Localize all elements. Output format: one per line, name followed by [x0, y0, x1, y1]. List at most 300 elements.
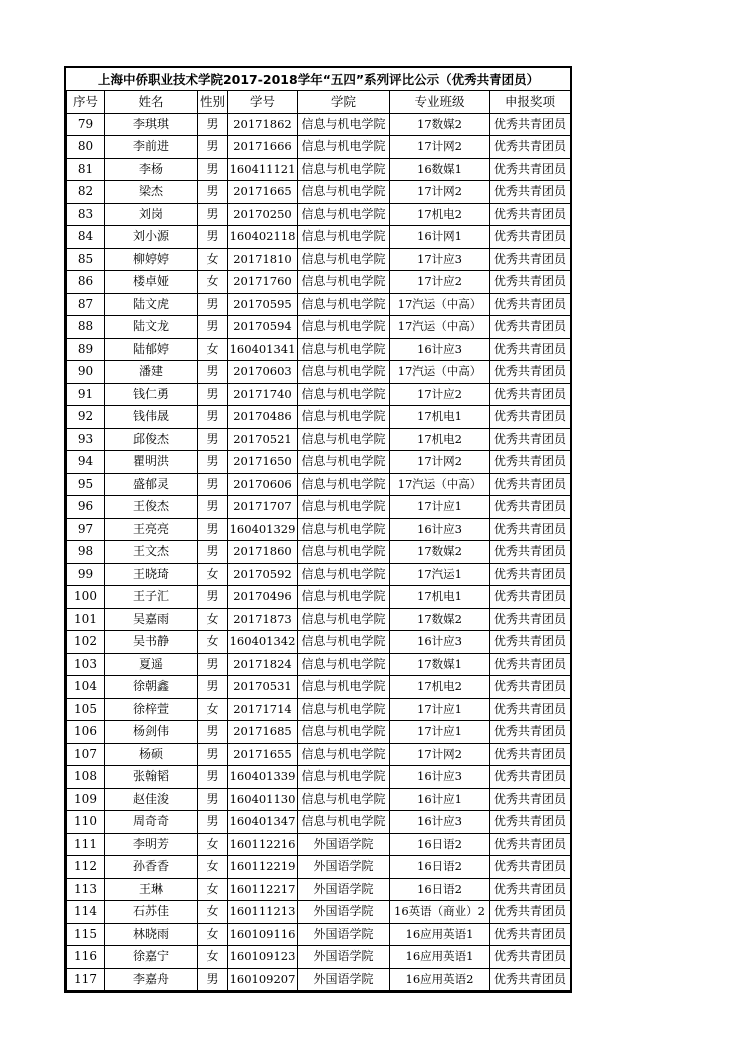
- cell-no: 110: [67, 811, 105, 834]
- cell-award: 优秀共青团员: [490, 181, 571, 204]
- award-list-sheet: [64, 66, 572, 993]
- cell-class: 16英语（商业）2: [390, 901, 490, 924]
- cell-sex: 女: [198, 946, 228, 969]
- cell-award: 优秀共青团员: [490, 586, 571, 609]
- cell-student-id: 160401339: [228, 766, 298, 789]
- header-college: 学院: [298, 91, 390, 114]
- cell-sex: 男: [198, 113, 228, 136]
- cell-college: 信息与机电学院: [298, 676, 390, 699]
- table-row: [67, 293, 571, 316]
- cell-name: 瞿明洪: [105, 451, 198, 474]
- cell-student-id: 20171760: [228, 271, 298, 294]
- cell-name: 孙香香: [105, 856, 198, 879]
- cell-award: 优秀共青团员: [490, 293, 571, 316]
- cell-class: 17计应2: [390, 271, 490, 294]
- cell-award: 优秀共青团员: [490, 608, 571, 631]
- cell-sex: 男: [198, 136, 228, 159]
- cell-sex: 男: [198, 586, 228, 609]
- cell-award: 优秀共青团员: [490, 226, 571, 249]
- table-row: [67, 721, 571, 744]
- cell-no: 113: [67, 878, 105, 901]
- cell-college: 信息与机电学院: [298, 518, 390, 541]
- table-row: [67, 676, 571, 699]
- cell-class: 17计应2: [390, 383, 490, 406]
- cell-award: 优秀共青团员: [490, 788, 571, 811]
- cell-sex: 男: [198, 496, 228, 519]
- cell-class: 16日语2: [390, 856, 490, 879]
- table-row: [67, 698, 571, 721]
- cell-college: 外国语学院: [298, 946, 390, 969]
- cell-name: 陆郁婷: [105, 338, 198, 361]
- cell-name: 盛郁灵: [105, 473, 198, 496]
- cell-sex: 男: [198, 653, 228, 676]
- cell-name: 徐嘉宁: [105, 946, 198, 969]
- cell-college: 信息与机电学院: [298, 811, 390, 834]
- cell-student-id: 160109123: [228, 946, 298, 969]
- cell-no: 90: [67, 361, 105, 384]
- table-body: [67, 113, 571, 991]
- cell-no: 81: [67, 158, 105, 181]
- cell-college: 信息与机电学院: [298, 113, 390, 136]
- cell-college: 信息与机电学院: [298, 788, 390, 811]
- cell-class: 17计应1: [390, 698, 490, 721]
- table-row: [67, 833, 571, 856]
- cell-no: 105: [67, 698, 105, 721]
- cell-award: 优秀共青团员: [490, 856, 571, 879]
- cell-award: 优秀共青团员: [490, 158, 571, 181]
- table-row: [67, 203, 571, 226]
- cell-name: 王琳: [105, 878, 198, 901]
- cell-student-id: 20170521: [228, 428, 298, 451]
- table-row: [67, 383, 571, 406]
- cell-student-id: 20171666: [228, 136, 298, 159]
- cell-no: 106: [67, 721, 105, 744]
- cell-class: 17数媒2: [390, 608, 490, 631]
- cell-award: 优秀共青团员: [490, 473, 571, 496]
- cell-no: 107: [67, 743, 105, 766]
- cell-student-id: 20171860: [228, 541, 298, 564]
- cell-college: 信息与机电学院: [298, 451, 390, 474]
- cell-college: 信息与机电学院: [298, 428, 390, 451]
- cell-no: 103: [67, 653, 105, 676]
- cell-award: 优秀共青团员: [490, 113, 571, 136]
- cell-name: 李杨: [105, 158, 198, 181]
- cell-no: 80: [67, 136, 105, 159]
- cell-sex: 女: [198, 608, 228, 631]
- cell-name: 王俊杰: [105, 496, 198, 519]
- header-class: 专业班级: [390, 91, 490, 114]
- cell-class: 17数媒2: [390, 541, 490, 564]
- cell-award: 优秀共青团员: [490, 743, 571, 766]
- cell-no: 86: [67, 271, 105, 294]
- cell-sex: 男: [198, 743, 228, 766]
- cell-class: 17计网2: [390, 743, 490, 766]
- cell-class: 17汽运（中高）: [390, 361, 490, 384]
- cell-no: 104: [67, 676, 105, 699]
- cell-class: 16应用英语1: [390, 946, 490, 969]
- cell-class: 17机电2: [390, 676, 490, 699]
- cell-class: 17汽运（中高）: [390, 473, 490, 496]
- cell-college: 信息与机电学院: [298, 316, 390, 339]
- cell-class: 16计应1: [390, 788, 490, 811]
- cell-name: 张翰韬: [105, 766, 198, 789]
- cell-college: 信息与机电学院: [298, 248, 390, 271]
- table-row: [67, 428, 571, 451]
- cell-class: 17计网2: [390, 136, 490, 159]
- cell-college: 信息与机电学院: [298, 361, 390, 384]
- cell-student-id: 20170531: [228, 676, 298, 699]
- cell-award: 优秀共青团员: [490, 271, 571, 294]
- cell-sex: 女: [198, 248, 228, 271]
- cell-name: 徐朝鑫: [105, 676, 198, 699]
- cell-class: 16计应3: [390, 338, 490, 361]
- cell-name: 杨剑伟: [105, 721, 198, 744]
- table-row: [67, 788, 571, 811]
- cell-sex: 男: [198, 518, 228, 541]
- cell-no: 99: [67, 563, 105, 586]
- cell-student-id: 160111213: [228, 901, 298, 924]
- cell-no: 88: [67, 316, 105, 339]
- cell-sex: 男: [198, 473, 228, 496]
- cell-college: 外国语学院: [298, 923, 390, 946]
- cell-class: 17计网2: [390, 181, 490, 204]
- header-row: [67, 91, 571, 114]
- cell-award: 优秀共青团员: [490, 698, 571, 721]
- cell-student-id: 160402118: [228, 226, 298, 249]
- cell-college: 信息与机电学院: [298, 631, 390, 654]
- cell-award: 优秀共青团员: [490, 721, 571, 744]
- cell-student-id: 160112216: [228, 833, 298, 856]
- award-table: [66, 68, 571, 991]
- header-award: 申报奖项: [490, 91, 571, 114]
- cell-name: 楼卓娅: [105, 271, 198, 294]
- cell-name: 钱仁勇: [105, 383, 198, 406]
- cell-no: 84: [67, 226, 105, 249]
- cell-student-id: 20171824: [228, 653, 298, 676]
- table-title: 上海中侨职业技术学院2017-2018学年“五四”系列评比公示（优秀共青团员）: [67, 68, 571, 91]
- cell-sex: 男: [198, 181, 228, 204]
- cell-sex: 男: [198, 766, 228, 789]
- table-row: [67, 271, 571, 294]
- cell-college: 外国语学院: [298, 901, 390, 924]
- table-row: [67, 181, 571, 204]
- cell-student-id: 20171810: [228, 248, 298, 271]
- cell-name: 王晓琦: [105, 563, 198, 586]
- cell-sex: 女: [198, 338, 228, 361]
- cell-name: 夏遥: [105, 653, 198, 676]
- cell-name: 陆文虎: [105, 293, 198, 316]
- cell-student-id: 160401341: [228, 338, 298, 361]
- cell-class: 17计网2: [390, 451, 490, 474]
- cell-no: 79: [67, 113, 105, 136]
- cell-student-id: 20171862: [228, 113, 298, 136]
- cell-sex: 男: [198, 383, 228, 406]
- cell-sex: 女: [198, 901, 228, 924]
- cell-student-id: 20171740: [228, 383, 298, 406]
- cell-award: 优秀共青团员: [490, 541, 571, 564]
- table-row: [67, 878, 571, 901]
- cell-college: 信息与机电学院: [298, 338, 390, 361]
- cell-sex: 女: [198, 833, 228, 856]
- cell-no: 111: [67, 833, 105, 856]
- table-row: [67, 158, 571, 181]
- cell-sex: 女: [198, 271, 228, 294]
- cell-student-id: 20171650: [228, 451, 298, 474]
- cell-award: 优秀共青团员: [490, 496, 571, 519]
- cell-sex: 男: [198, 158, 228, 181]
- cell-class: 16计应3: [390, 766, 490, 789]
- cell-class: 16计应3: [390, 811, 490, 834]
- cell-class: 16数媒1: [390, 158, 490, 181]
- cell-name: 李明芳: [105, 833, 198, 856]
- cell-no: 114: [67, 901, 105, 924]
- cell-award: 优秀共青团员: [490, 203, 571, 226]
- cell-sex: 男: [198, 361, 228, 384]
- cell-no: 83: [67, 203, 105, 226]
- cell-class: 16日语2: [390, 878, 490, 901]
- cell-sex: 男: [198, 406, 228, 429]
- cell-award: 优秀共青团员: [490, 968, 571, 991]
- cell-award: 优秀共青团员: [490, 136, 571, 159]
- cell-class: 17计应3: [390, 248, 490, 271]
- table-row: [67, 406, 571, 429]
- cell-college: 信息与机电学院: [298, 293, 390, 316]
- cell-student-id: 20170606: [228, 473, 298, 496]
- cell-no: 95: [67, 473, 105, 496]
- cell-award: 优秀共青团员: [490, 923, 571, 946]
- cell-college: 信息与机电学院: [298, 271, 390, 294]
- cell-sex: 男: [198, 788, 228, 811]
- cell-student-id: 20170496: [228, 586, 298, 609]
- cell-name: 周奇奇: [105, 811, 198, 834]
- cell-name: 杨硕: [105, 743, 198, 766]
- cell-name: 李嘉舟: [105, 968, 198, 991]
- cell-name: 陆文龙: [105, 316, 198, 339]
- cell-no: 82: [67, 181, 105, 204]
- cell-award: 优秀共青团员: [490, 631, 571, 654]
- cell-student-id: 20170486: [228, 406, 298, 429]
- cell-no: 85: [67, 248, 105, 271]
- cell-no: 116: [67, 946, 105, 969]
- cell-award: 优秀共青团员: [490, 901, 571, 924]
- cell-sex: 男: [198, 428, 228, 451]
- table-row: [67, 631, 571, 654]
- cell-college: 外国语学院: [298, 878, 390, 901]
- table-row: [67, 473, 571, 496]
- cell-no: 101: [67, 608, 105, 631]
- cell-student-id: 160401329: [228, 518, 298, 541]
- cell-college: 信息与机电学院: [298, 158, 390, 181]
- cell-college: 信息与机电学院: [298, 586, 390, 609]
- cell-award: 优秀共青团员: [490, 563, 571, 586]
- cell-name: 徐梓萱: [105, 698, 198, 721]
- cell-class: 16计应3: [390, 518, 490, 541]
- cell-name: 吴嘉雨: [105, 608, 198, 631]
- cell-award: 优秀共青团员: [490, 383, 571, 406]
- table-row: [67, 136, 571, 159]
- cell-student-id: 20170250: [228, 203, 298, 226]
- table-row: [67, 451, 571, 474]
- header-no: 序号: [67, 91, 105, 114]
- cell-college: 信息与机电学院: [298, 698, 390, 721]
- cell-student-id: 160112219: [228, 856, 298, 879]
- cell-class: 17汽运1: [390, 563, 490, 586]
- cell-name: 钱伟晟: [105, 406, 198, 429]
- table-row: [67, 338, 571, 361]
- table-row: [67, 541, 571, 564]
- table-row: [67, 361, 571, 384]
- cell-name: 梁杰: [105, 181, 198, 204]
- cell-no: 94: [67, 451, 105, 474]
- cell-name: 王亮亮: [105, 518, 198, 541]
- table-row: [67, 586, 571, 609]
- cell-award: 优秀共青团员: [490, 338, 571, 361]
- cell-student-id: 160411121: [228, 158, 298, 181]
- cell-no: 92: [67, 406, 105, 429]
- cell-student-id: 20170603: [228, 361, 298, 384]
- cell-class: 16计网1: [390, 226, 490, 249]
- cell-sex: 女: [198, 698, 228, 721]
- cell-award: 优秀共青团员: [490, 878, 571, 901]
- cell-name: 王子汇: [105, 586, 198, 609]
- cell-name: 李前进: [105, 136, 198, 159]
- cell-award: 优秀共青团员: [490, 316, 571, 339]
- cell-award: 优秀共青团员: [490, 946, 571, 969]
- table-row: [67, 946, 571, 969]
- table-row: [67, 518, 571, 541]
- cell-name: 石苏佳: [105, 901, 198, 924]
- cell-name: 赵佳浚: [105, 788, 198, 811]
- cell-college: 信息与机电学院: [298, 496, 390, 519]
- cell-award: 优秀共青团员: [490, 406, 571, 429]
- table-row: [67, 563, 571, 586]
- table-row: [67, 653, 571, 676]
- cell-class: 17数媒2: [390, 113, 490, 136]
- cell-no: 97: [67, 518, 105, 541]
- cell-award: 优秀共青团员: [490, 766, 571, 789]
- cell-no: 115: [67, 923, 105, 946]
- cell-sex: 男: [198, 721, 228, 744]
- table-row: [67, 901, 571, 924]
- cell-student-id: 20171655: [228, 743, 298, 766]
- table-row: [67, 811, 571, 834]
- cell-award: 优秀共青团员: [490, 653, 571, 676]
- cell-no: 108: [67, 766, 105, 789]
- table-row: [67, 743, 571, 766]
- cell-class: 17机电2: [390, 428, 490, 451]
- cell-college: 信息与机电学院: [298, 608, 390, 631]
- cell-sex: 男: [198, 293, 228, 316]
- cell-college: 信息与机电学院: [298, 181, 390, 204]
- cell-no: 91: [67, 383, 105, 406]
- table-row: [67, 856, 571, 879]
- cell-student-id: 160401347: [228, 811, 298, 834]
- cell-college: 信息与机电学院: [298, 473, 390, 496]
- cell-student-id: 20171685: [228, 721, 298, 744]
- cell-college: 信息与机电学院: [298, 136, 390, 159]
- cell-class: 17数媒1: [390, 653, 490, 676]
- cell-no: 96: [67, 496, 105, 519]
- cell-student-id: 20171714: [228, 698, 298, 721]
- cell-award: 优秀共青团员: [490, 833, 571, 856]
- cell-student-id: 160401130: [228, 788, 298, 811]
- table-row: [67, 923, 571, 946]
- cell-college: 信息与机电学院: [298, 743, 390, 766]
- cell-no: 100: [67, 586, 105, 609]
- header-student-id: 学号: [228, 91, 298, 114]
- table-row: [67, 608, 571, 631]
- cell-class: 17计应1: [390, 721, 490, 744]
- cell-sex: 男: [198, 676, 228, 699]
- cell-class: 17机电1: [390, 586, 490, 609]
- table-row: [67, 226, 571, 249]
- cell-college: 外国语学院: [298, 856, 390, 879]
- cell-no: 102: [67, 631, 105, 654]
- cell-student-id: 20171665: [228, 181, 298, 204]
- cell-student-id: 20170595: [228, 293, 298, 316]
- cell-college: 信息与机电学院: [298, 766, 390, 789]
- cell-award: 优秀共青团员: [490, 676, 571, 699]
- cell-no: 87: [67, 293, 105, 316]
- table-row: [67, 248, 571, 271]
- cell-name: 吴书静: [105, 631, 198, 654]
- cell-college: 信息与机电学院: [298, 406, 390, 429]
- cell-class: 17机电1: [390, 406, 490, 429]
- cell-college: 外国语学院: [298, 833, 390, 856]
- cell-award: 优秀共青团员: [490, 518, 571, 541]
- cell-sex: 女: [198, 878, 228, 901]
- cell-class: 16应用英语2: [390, 968, 490, 991]
- table-row: [67, 316, 571, 339]
- cell-sex: 男: [198, 316, 228, 339]
- cell-sex: 男: [198, 811, 228, 834]
- cell-award: 优秀共青团员: [490, 451, 571, 474]
- cell-name: 刘小源: [105, 226, 198, 249]
- cell-student-id: 160112217: [228, 878, 298, 901]
- cell-no: 112: [67, 856, 105, 879]
- cell-sex: 男: [198, 226, 228, 249]
- cell-no: 109: [67, 788, 105, 811]
- cell-award: 优秀共青团员: [490, 428, 571, 451]
- cell-college: 信息与机电学院: [298, 203, 390, 226]
- cell-student-id: 160109207: [228, 968, 298, 991]
- cell-name: 李琪琪: [105, 113, 198, 136]
- cell-sex: 男: [198, 203, 228, 226]
- cell-college: 信息与机电学院: [298, 653, 390, 676]
- cell-sex: 女: [198, 563, 228, 586]
- header-sex: 性别: [198, 91, 228, 114]
- table-row: [67, 496, 571, 519]
- cell-sex: 女: [198, 856, 228, 879]
- cell-name: 刘岗: [105, 203, 198, 226]
- cell-sex: 男: [198, 968, 228, 991]
- cell-student-id: 20170592: [228, 563, 298, 586]
- cell-class: 16计应3: [390, 631, 490, 654]
- cell-student-id: 20171707: [228, 496, 298, 519]
- cell-college: 信息与机电学院: [298, 563, 390, 586]
- cell-name: 潘建: [105, 361, 198, 384]
- cell-class: 17机电2: [390, 203, 490, 226]
- cell-no: 93: [67, 428, 105, 451]
- cell-class: 17汽运（中高）: [390, 293, 490, 316]
- cell-student-id: 160401342: [228, 631, 298, 654]
- cell-college: 外国语学院: [298, 968, 390, 991]
- cell-sex: 男: [198, 541, 228, 564]
- cell-sex: 男: [198, 451, 228, 474]
- cell-no: 117: [67, 968, 105, 991]
- cell-class: 17计应1: [390, 496, 490, 519]
- cell-award: 优秀共青团员: [490, 361, 571, 384]
